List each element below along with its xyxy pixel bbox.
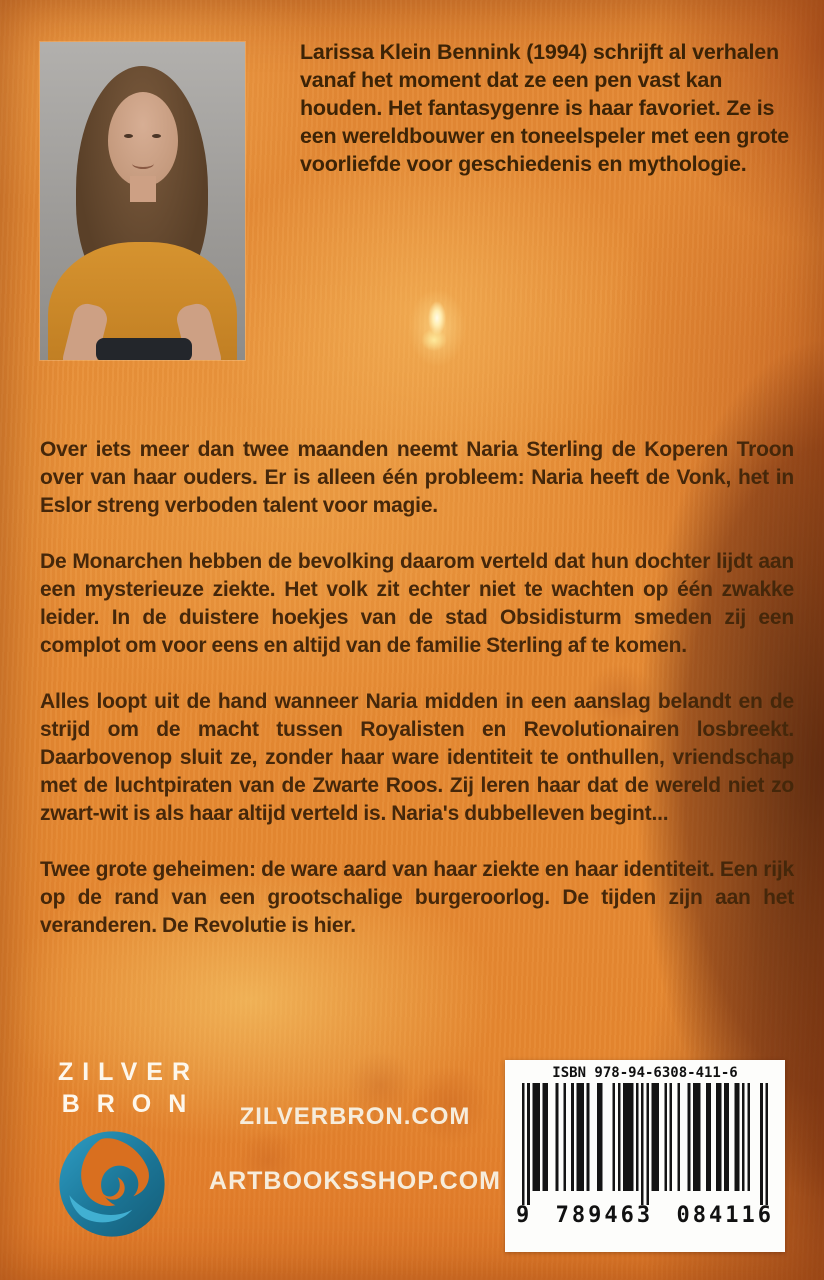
publisher-wordmark — [34, 1058, 214, 1119]
wordmark-line1: ZILVER — [57, 1058, 200, 1086]
barcode-digits: 9 789463 084116 — [516, 1203, 774, 1228]
author-bio-text: Larissa Klein Bennink (1994) schrijft al verhalen vanaf het moment dat ze een pen vast kan houden. Het fantasygenre is haar favoriet. Ze is een wereldbouwer en toneelspeler met een grote voorliefde voor geschiedenis en mythologie. — [300, 40, 790, 176]
isbn-barcode — [505, 1060, 785, 1252]
website-zilverbron: ZILVERBRON.COM — [239, 1103, 471, 1130]
barcode-bars — [522, 1083, 768, 1205]
wordmark-line2: BRON — [61, 1090, 204, 1118]
website-artbooksshop: ARTBOOKSSHOP.COM — [209, 1167, 501, 1195]
author-photo — [40, 42, 245, 360]
publisher-websites — [190, 1103, 520, 1196]
synopsis-paragraph: Alles loopt uit de hand wanneer Naria midden in een aanslag belandt en de strijd om de macht tussen Royalisten en Revolutionairen losbreekt. Daarbovenop sluit ze, zonder haar ware identiteit te onthullen, vriendschap met de luchtpiraten van de Zwarte Roos. Zij leren haar dat de wereld niet zo zwart-wit is als haar altijd verteld is. Naria's dubbelleven begint... — [40, 690, 794, 825]
book-synopsis — [40, 436, 794, 968]
synopsis-paragraph: Over iets meer dan twee maanden neemt Naria Sterling de Koperen Troon over van haar ouders. Er is alleen één probleem: Naria heeft de Vonk, het in Eslor streng verboden talent voor magie. — [40, 438, 794, 517]
zilverbron-swirl-icon — [56, 1128, 168, 1240]
author-face — [108, 92, 178, 186]
synopsis-paragraph: De Monarchen hebben de bevolking daarom verteld dat hun dochter lijdt aan een mysterieuze ziekte. Het volk zit echter niet te wachten op één zwakke leider. In de duistere hoekjes van de stad Obsidisturm smeden zij een complot om voor eens en altijd van de familie Sterling af te komen. — [40, 550, 794, 657]
synopsis-paragraph: Twee grote geheimen: de ware aard van haar ziekte en haar identiteit. Een rijk op de rand van een grootschalige burgeroorlog. De tijden zijn aan het veranderen. De Revolutie is hier. — [40, 858, 794, 937]
isbn-label: ISBN 978-94-6308-411-6 — [552, 1065, 738, 1081]
